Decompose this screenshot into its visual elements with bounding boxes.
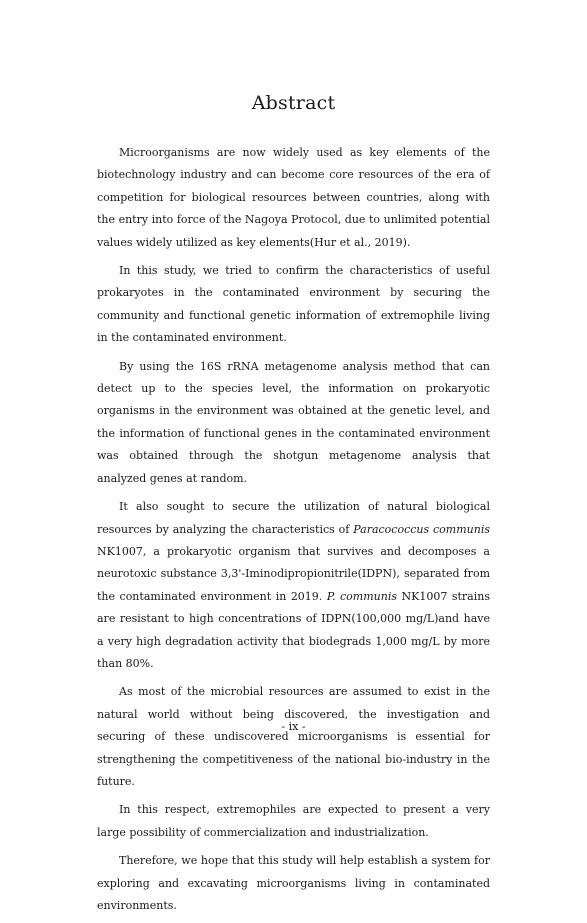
paragraph-6 bbox=[97, 799, 490, 844]
paragraph-1 bbox=[97, 142, 490, 254]
paragraph-4 bbox=[97, 496, 490, 675]
paragraph-text: NK1007 strains are resistant to high concentrations of IDPN(100,000 mg/L)and have a very high degradation activity that biodegrads 1,000 mg/L by more than 80%. bbox=[97, 589, 490, 670]
paragraph-3 bbox=[97, 356, 490, 490]
species-abbrev-italic: P. communis bbox=[326, 589, 397, 603]
page-title: Abstract bbox=[251, 92, 336, 114]
page-number: - ix - bbox=[281, 720, 306, 733]
paragraph-text: Microorganisms are now widely used as key elements of the biotechnology industry and can become core resources of the era of competition for biological resources between countries, along with the entry into force of the Nagoya Protocol, due to unlimited potential values widely utilized as key elements(Hur et al., 2019). bbox=[97, 146, 490, 249]
paragraph-text: NK1007, a prokaryotic organism that survives and decomposes a neurotoxic substance 3,3'-Iminodipropionitrile(IDPN), separated from the contaminated environment in 2019. bbox=[97, 544, 490, 603]
paragraph-7 bbox=[97, 850, 490, 917]
abstract-body bbox=[97, 142, 490, 923]
paragraph-5 bbox=[97, 681, 490, 793]
species-name-italic: Paracococcus communis bbox=[353, 522, 490, 536]
paragraph-text: In this respect, extremophiles are expected to present a very large possibility of commercialization and industrialization. bbox=[97, 803, 490, 839]
paragraph-text: It also sought to secure the utilization of natural biological resources by analyzing the characteristics of bbox=[97, 500, 490, 536]
paragraph-text: As most of the microbial resources are assumed to exist in the natural world without being discovered, the investigation and securing of these undiscovered microorganisms is essential for strengthening the competitiveness of the national bio-industry in the future. bbox=[97, 685, 490, 788]
paragraph-text: By using the 16S rRNA metagenome analysis method that can detect up to the species level, the information on prokaryotic organisms in the environment was obtained at the genetic level, and the information of functional genes in the contaminated environment was obtained through the shotgun metagenome analysis that analyzed genes at random. bbox=[97, 359, 490, 485]
paragraph-2 bbox=[97, 260, 490, 350]
paragraph-text: Therefore, we hope that this study will help establish a system for exploring and excavating microorganisms living in contaminated environments. bbox=[97, 854, 490, 912]
paragraph-text: In this study, we tried to confirm the characteristics of useful prokaryotes in the contaminated environment by securing the community and functional genetic information of extremophile living in the contaminated environment. bbox=[97, 264, 490, 345]
